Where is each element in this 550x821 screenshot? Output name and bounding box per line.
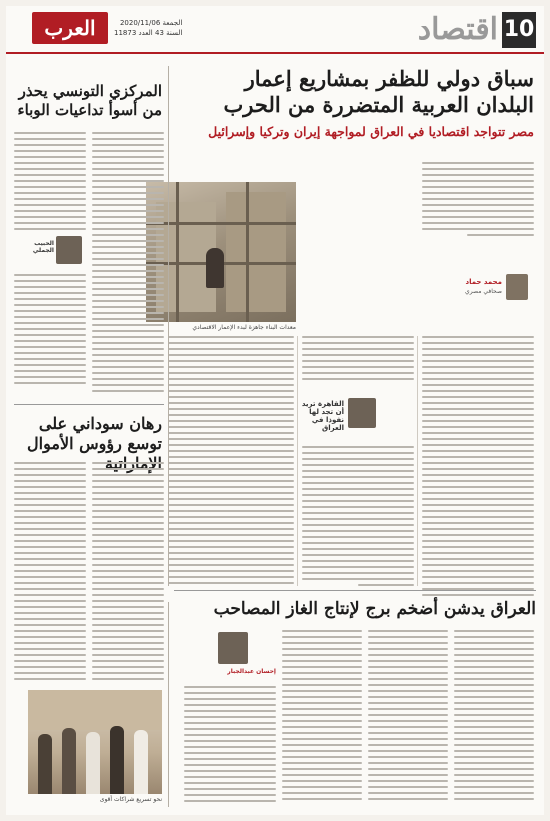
gas-body-col-4 [184,686,276,806]
issue-number-line: السنة 43 العدد 11873 [114,29,183,37]
tunisia-body-left [14,132,86,234]
gas-body-col-2 [368,630,448,804]
newspaper-logo: العرب [32,12,108,44]
gas-pull-quote: إحسان عبدالجبار [227,668,276,675]
page-number: 10 [502,12,536,48]
masthead [6,6,544,54]
gas-body-col-1 [454,630,534,804]
lead-photo-caption: معدات البناء جاهزة لبدء الإعمار الاقتصادي [192,324,296,331]
tunisia-body-right [92,132,164,396]
iraq-gas-headline: العراق يدشن أضخم برج لإنتاج الغاز المصاحب [213,599,536,619]
tunisia-pull-quote: الحبيب الجملي [32,240,54,254]
sudan-headline: رهان سوداني على توسع رؤوس الأموال [27,414,162,453]
author-photo [506,274,528,300]
tunisia-quote-photo [56,236,82,264]
issue-date [114,18,182,38]
author-role: صحافي مصري [465,288,502,295]
tunisia-headline: المركزي التونسي يحذر من أسوأ تداعيات الوباء [17,82,162,119]
newspaper-page [6,6,544,815]
author-name: محمد حماد [465,278,502,286]
lead-subheadline: مصر تتواجد اقتصاديا في العراق لمواجهة إيران وتركيا وإسرائيل [208,124,534,139]
lead-body-col-3 [168,336,294,588]
gas-quote-photo [218,632,248,664]
sudan-body-right [92,462,164,684]
lead-intro-text [422,162,534,240]
lead-body-col-1 [422,336,534,600]
author-byline [465,274,528,318]
sudan-photo-caption: نحو تسريع شراكات أقوى [99,796,162,803]
quote-photo [348,398,376,428]
sudan-photo-meeting [28,690,162,794]
section-name: اقتصاد [417,12,498,47]
issue-date-line: الجمعة 2020/11/06 [119,19,183,27]
sudan-body-left [14,462,86,684]
lead-body-col-2 [302,336,414,384]
tunisia-body-left-b [14,274,86,388]
gas-body-col-3 [282,630,362,804]
lead-headline: سباق دولي للظفر بمشاريع إعمار البلدان العربية المتضررة من الحرب [223,66,534,117]
lead-body-col-2b [302,446,414,590]
lead-pull-quote: القاهرة تريد أن تجد لها نفوذا في العراق [301,400,344,432]
